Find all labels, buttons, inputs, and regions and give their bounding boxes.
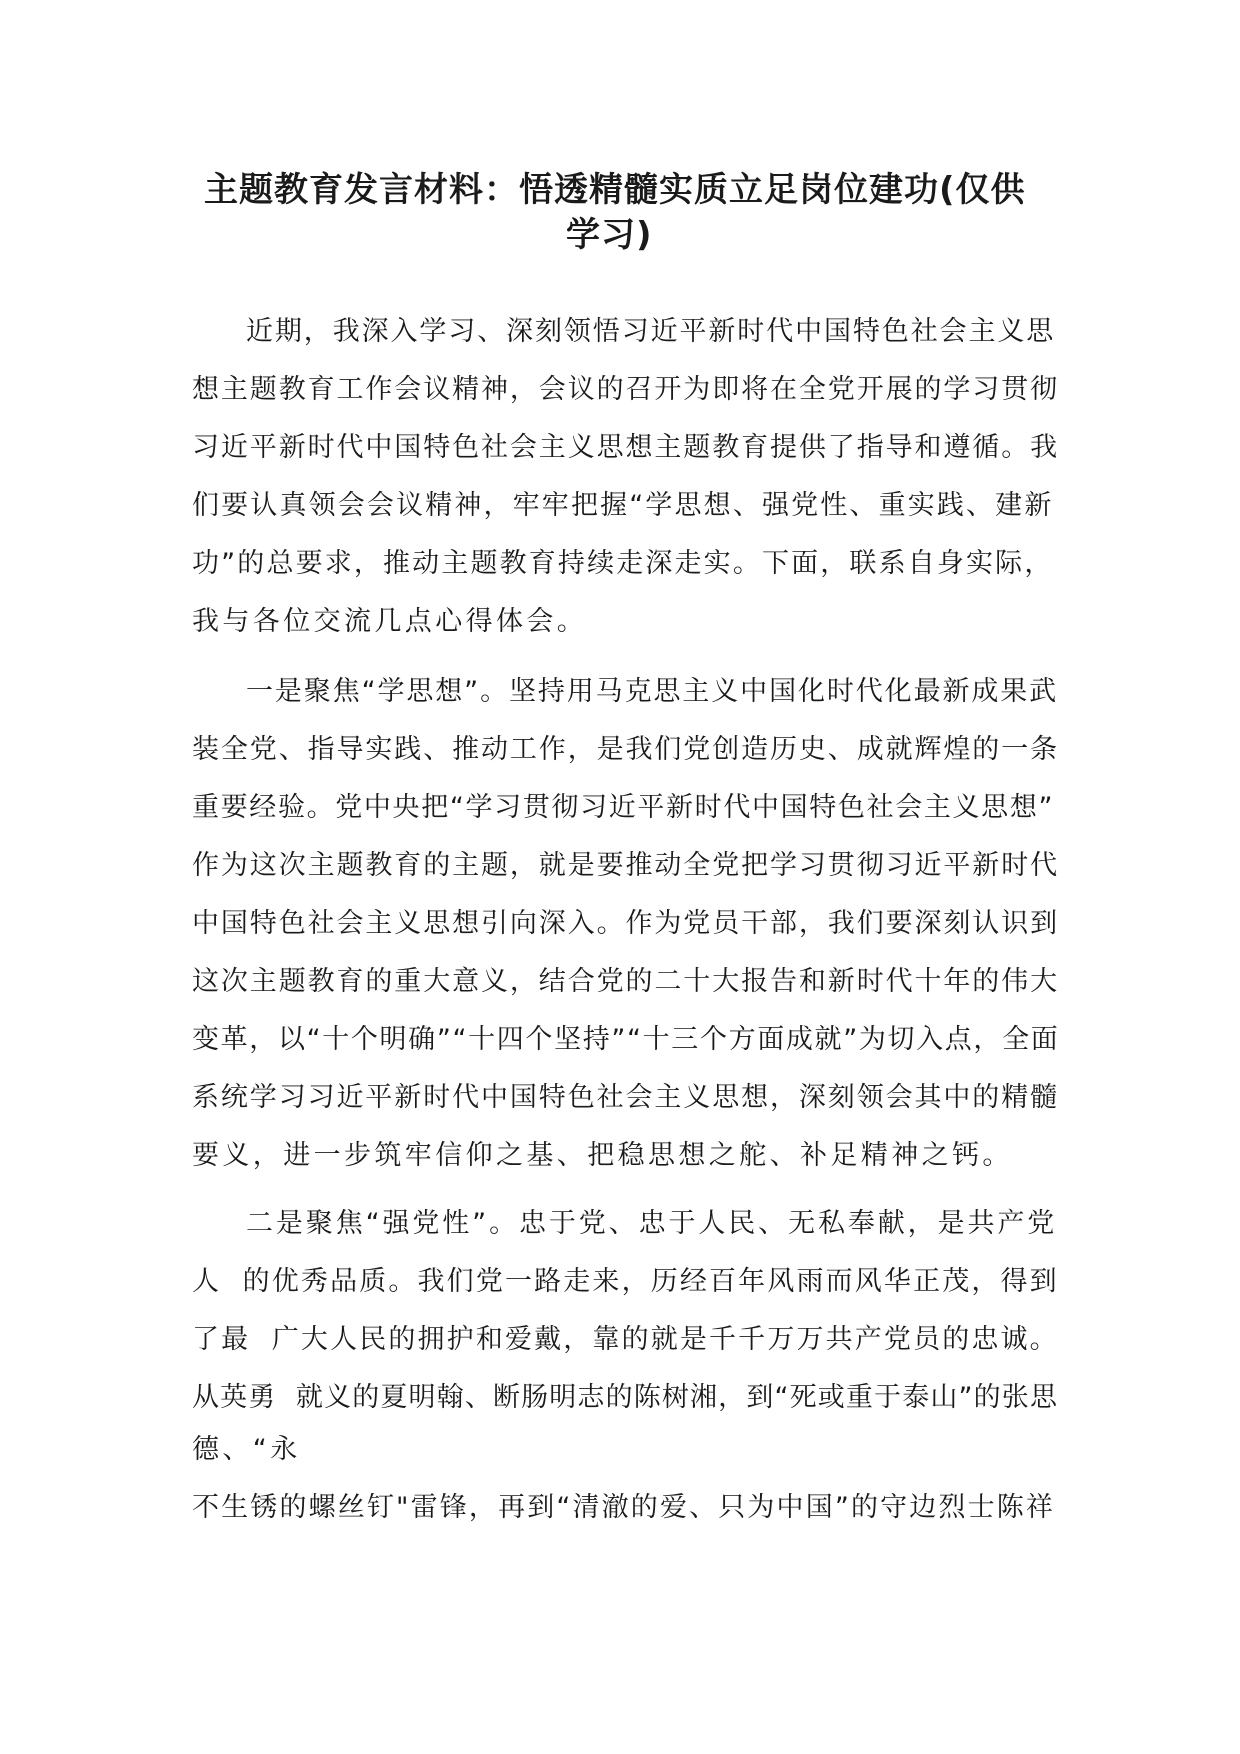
paragraph-line: 这次主题教育的重大意义，结合党的二十大报告和新时代十年的伟大 (192, 966, 1059, 997)
paragraph-line: 变革，以“十个明确”“十四个坚持”“十三个方面成就”为切入点，全面 (192, 1024, 1060, 1055)
paragraph-line: 想主题教育工作会议精神，会议的召开为即将在全党开展的学习贯彻 (192, 374, 1059, 405)
paragraph-line: 近期，我深入学习、深刻领悟习近平新时代中国特色社会主义思 (246, 316, 1056, 347)
paragraph-line: 作为这次主题教育的主题，就是要推动全党把学习贯彻习近平新时代 (192, 850, 1059, 881)
paragraph-line: 习近平新时代中国特色社会主义思想主题教育提供了指导和遵循。我 (192, 432, 1059, 463)
paragraph-line: 一是聚焦“学思想”。坚持用马克思主义中国化时代化最新成果武 (246, 676, 1059, 707)
document-title-line-1: 主题教育发言材料：悟透精髓实质立足岗位建功(仅供 (204, 170, 1026, 210)
paragraph-line: 了最 广大人民的拥护和爱戴，靠的就是千千万万共产党员的忠诚。 (192, 1324, 1059, 1355)
paragraph-line: 我与各位交流几点心得体会。 (192, 606, 588, 637)
paragraph-line: 系统学习习近平新时代中国特色社会主义思想，深刻领会其中的精髓 (192, 1082, 1059, 1113)
paragraph-line: 功”的总要求，推动主题教育持续走深走实。下面，联系自身实际， (192, 548, 1054, 579)
paragraph-line: 要义，进一步筑牢信仰之基、把稳思想之舵、补足精神之钙。 (192, 1140, 1013, 1171)
paragraph-line: 不生锈的螺丝钉"雷锋，再到“清澈的爱、只为中国”的守边烈士陈祥 (192, 1492, 1056, 1523)
paragraph-line: 重要经验。党中央把“学习贯彻习近平新时代中国特色社会主义思想” (192, 792, 1055, 823)
paragraph-line: 装全党、指导实践、推动工作，是我们党创造历史、成就辉煌的一条 (192, 734, 1059, 765)
document-title-line-2: 学习) (566, 215, 653, 255)
paragraph-line: 中国特色社会主义思想引向深入。作为党员干部，我们要深刻认识到 (192, 908, 1059, 939)
paragraph-line: 们要认真领会会议精神，牢牢把握“学思想、强党性、重实践、建新 (192, 490, 1054, 521)
paragraph-line: 二是聚焦“强党性”。忠于党、忠于人民、无私奉献，是共产党 (246, 1208, 1058, 1239)
paragraph-line: 德、“永 (192, 1434, 301, 1465)
paragraph-line: 从英勇 就义的夏明翰、断肠明志的陈树湘，到“死或重于泰山”的张思 (192, 1382, 1059, 1413)
paragraph-line: 人 的优秀品质。我们党一路走来，历经百年风雨而风华正茂，得到 (192, 1266, 1059, 1297)
